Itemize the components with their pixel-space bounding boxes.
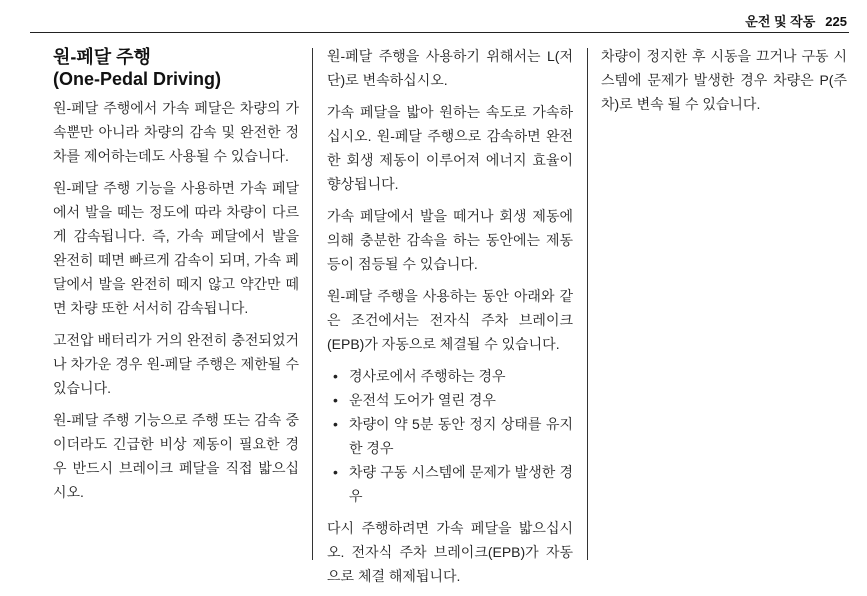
column-1 (53, 46, 299, 512)
running-header (745, 11, 847, 30)
column-divider (312, 48, 313, 560)
paragraph: 고전압 배터리가 거의 완전히 충전되었거나 차가운 경우 원-페달 주행은 제한될 수 있습니다. (53, 332, 299, 396)
list-item: • 운전석 도어가 열린 경우 (327, 388, 573, 412)
paragraph: 원-페달 주행에서 가속 페달은 차량의 가속뿐만 아니라 차량의 감속 및 완전한 정차를 제어하는데도 사용될 수 있습니다. (53, 100, 299, 164)
epb-conditions-list (327, 364, 573, 508)
list-item: • 차량 구동 시스템에 문제가 발생한 경우 (327, 460, 573, 508)
paragraph: 원-페달 주행 기능을 사용하면 가속 페달에서 발을 떼는 정도에 따라 차량이 다르게 감속됩니다. 즉, 가속 페달에서 발을 완전히 떼면 빠르게 감속이 되며, 가속 페달에서 발을 완전히 떼지 않고 약간만 떼면 차량 또한 서서히 감속됩니다. (53, 180, 299, 316)
column-2 (327, 44, 573, 596)
heading-english: (One-Pedal Driving) (53, 69, 222, 89)
list-item: • 경사로에서 주행하는 경우 (327, 364, 573, 388)
column-3 (601, 44, 847, 124)
paragraph: 다시 주행하려면 가속 페달을 밟으십시오. 전자식 주차 브레이크(EPB)가 자동으로 체결 해제됩니다. (327, 520, 573, 584)
paragraph: 가속 페달에서 발을 떼거나 회생 제동에 의해 충분한 감속을 하는 동안에는 제동등이 점등될 수 있습니다. (327, 208, 573, 272)
header-rule (30, 32, 849, 33)
list-item: • 차량이 약 5분 동안 정지 상태를 유지한 경우 (327, 412, 573, 460)
heading-korean: 원-페달 주행 (53, 47, 151, 67)
paragraph: 가속 페달을 밟아 원하는 속도로 가속하십시오. 원-페달 주행으로 감속하면 완전한 회생 제동이 이루어져 에너지 효율이 향상됩니다. (327, 104, 573, 192)
column-divider (587, 48, 588, 560)
section-title: 운전 및 작동 (745, 14, 816, 29)
paragraph: 원-페달 주행을 사용하는 동안 아래와 같은 조건에서는 전자식 주차 브레이크(EPB)가 자동으로 체결될 수 있습니다. (327, 288, 573, 352)
paragraph: 원-페달 주행을 사용하기 위해서는 L(저단)로 변속하십시오. (327, 48, 573, 88)
page-number: 225 (825, 14, 847, 29)
paragraph: 원-페달 주행 기능으로 주행 또는 감속 중이더라도 긴급한 비상 제동이 필요한 경우 반드시 브레이크 페달을 직접 밟으십시오. (53, 412, 299, 500)
paragraph: 차량이 정지한 후 시동을 끄거나 구동 시스템에 문제가 발생한 경우 차량은 P(주차)로 변속 될 수 있습니다. (601, 48, 847, 112)
section-heading (53, 46, 299, 90)
